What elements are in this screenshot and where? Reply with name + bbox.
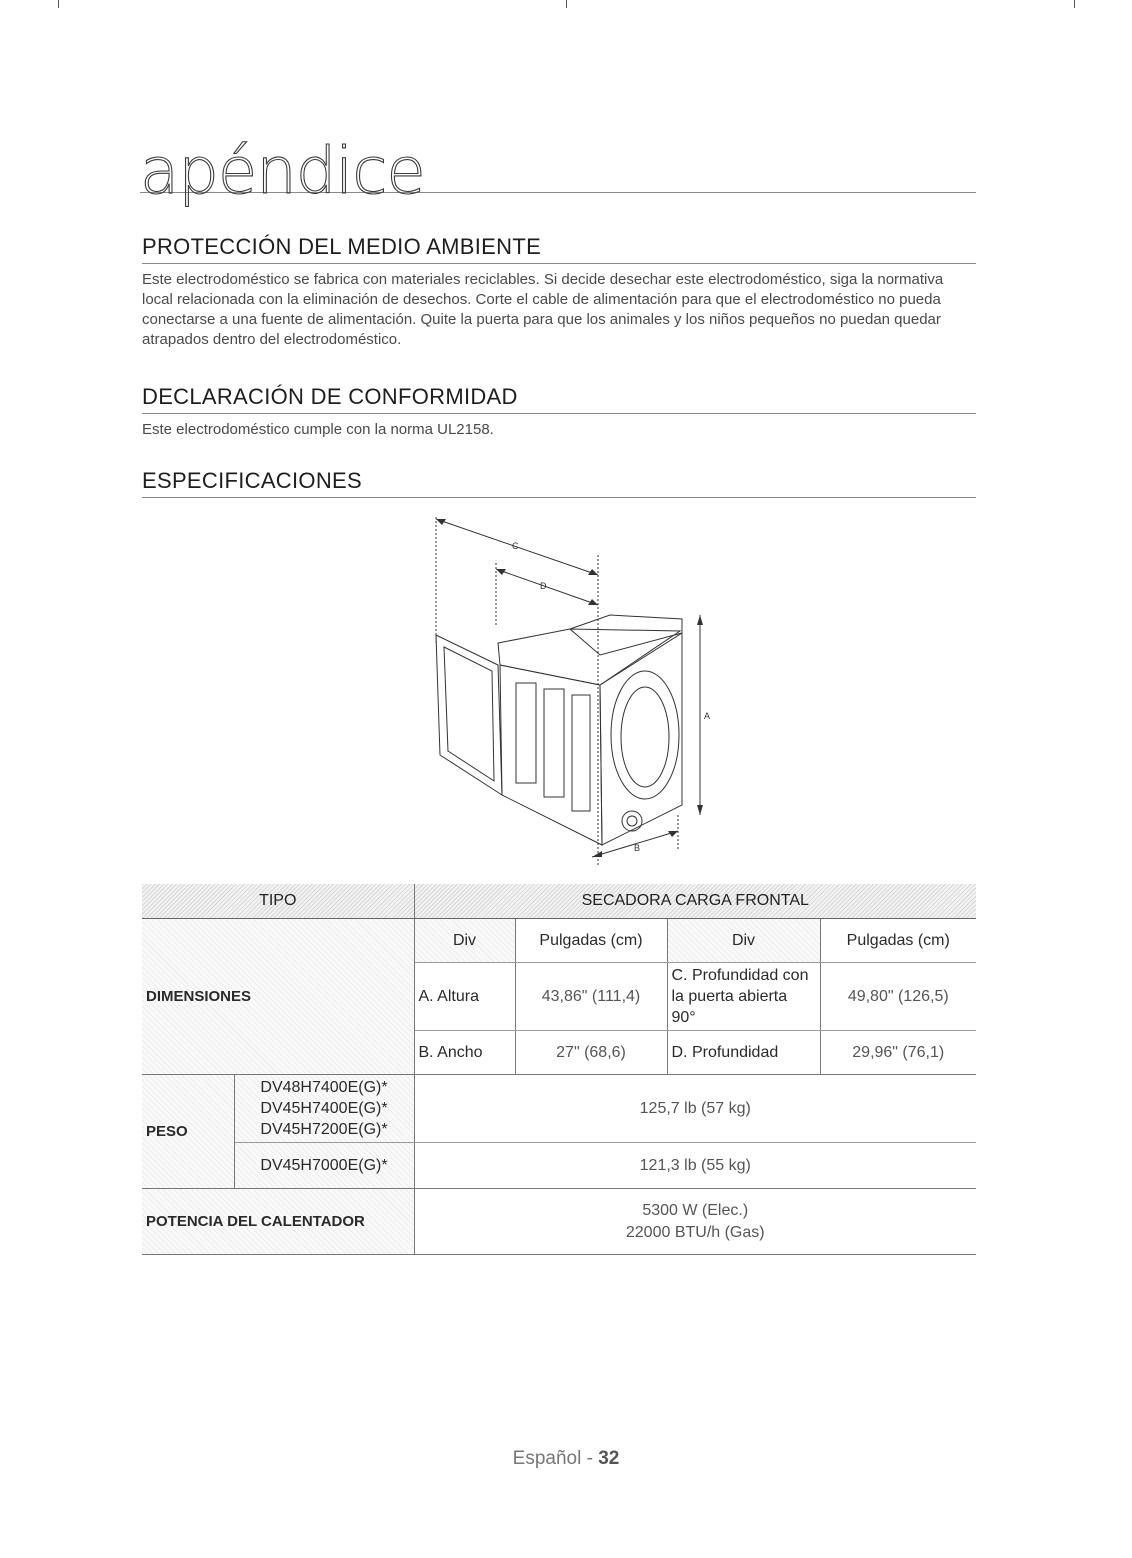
chapter-header bbox=[140, 118, 976, 209]
table-row bbox=[142, 1143, 976, 1189]
dimensions-label: DIMENSIONES bbox=[142, 919, 414, 1075]
value-profundidad: 29,96" (76,1) bbox=[820, 1031, 976, 1075]
section-environment bbox=[142, 234, 976, 350]
dryer-front bbox=[600, 633, 682, 845]
value-profundidad-puerta: 49,80" (126,5) bbox=[820, 963, 976, 1031]
table-subheader-row bbox=[142, 919, 976, 963]
side-panel bbox=[572, 695, 590, 811]
section-body: Este electrodoméstico cumple con la norma UL2158. bbox=[142, 421, 494, 438]
control-panel bbox=[570, 615, 682, 655]
heater-elec: 5300 W (Elec.) bbox=[642, 1201, 749, 1219]
table-row bbox=[142, 1075, 976, 1143]
model-name: DV48H7400E(G)* bbox=[260, 1079, 388, 1096]
weight-value-a: 125,7 lb (57 kg) bbox=[414, 1075, 976, 1143]
dimension-profundidad-puerta: C. Profundidad con la puerta abierta 90° bbox=[667, 963, 820, 1031]
weight-label: PESO bbox=[142, 1075, 234, 1189]
header-tipo: TIPO bbox=[142, 884, 414, 919]
specifications-table bbox=[142, 884, 976, 1255]
value-altura: 43,86" (111,4) bbox=[515, 963, 667, 1031]
heater-label: POTENCIA DEL CALENTADOR bbox=[142, 1189, 414, 1255]
weight-value-b: 121,3 lb (55 kg) bbox=[414, 1143, 976, 1189]
crop-mark bbox=[58, 0, 59, 8]
crop-mark bbox=[566, 0, 567, 8]
dimension-d-line bbox=[496, 569, 598, 605]
dimension-ancho: B. Ancho bbox=[414, 1031, 515, 1075]
header-product: SECADORA CARGA FRONTAL bbox=[414, 884, 976, 919]
label-a: A bbox=[704, 711, 711, 721]
model-name: DV45H7400E(G)* bbox=[260, 1100, 388, 1117]
dimension-altura: A. Altura bbox=[414, 963, 515, 1031]
page-footer bbox=[0, 1448, 1132, 1470]
dryer-dimension-diagram bbox=[420, 505, 720, 875]
subheader-unit: Pulgadas (cm) bbox=[820, 919, 976, 963]
subheader-div: Div bbox=[667, 919, 820, 963]
dryer-top bbox=[498, 629, 680, 685]
section-specs bbox=[142, 468, 976, 498]
section-heading: DECLARACIÓN DE CONFORMIDAD bbox=[142, 384, 976, 414]
crop-mark bbox=[1074, 0, 1075, 8]
dryer-side bbox=[500, 665, 602, 845]
model-name: DV45H7200E(G)* bbox=[260, 1121, 388, 1138]
section-body: Este electrodoméstico se fabrica con materiales reciclables. Si decide desechar este electrodoméstico, siga la normativa local relacionada con la eliminación de desechos. Corte el cable de alimentación para que el electrodoméstico no pueda conectarse a una fuente de alimentación. Quite la puerta para que los animales y los niños pequeños no puedan quedar atrapados dentro del electrodoméstico. bbox=[142, 271, 944, 348]
subheader-unit: Pulgadas (cm) bbox=[515, 919, 667, 963]
front-knob bbox=[622, 811, 642, 831]
page-number: 32 bbox=[598, 1448, 620, 1469]
dimension-profundidad: D. Profundidad bbox=[667, 1031, 820, 1075]
chapter-title: apéndice bbox=[140, 135, 425, 209]
label-b: B bbox=[634, 843, 641, 853]
label-c: C bbox=[512, 541, 519, 551]
label-d: D bbox=[540, 581, 547, 591]
subheader-div: Div bbox=[414, 919, 515, 963]
footer-language: Español - bbox=[512, 1448, 599, 1469]
section-heading: ESPECIFICACIONES bbox=[142, 468, 976, 498]
heater-gas: 22000 BTU/h (Gas) bbox=[625, 1223, 765, 1241]
front-door-glass bbox=[621, 687, 669, 787]
table-row bbox=[142, 1189, 976, 1255]
side-panel bbox=[544, 689, 564, 797]
table-header-row bbox=[142, 884, 976, 919]
heater-value bbox=[414, 1189, 976, 1255]
weight-model-b: DV45H7000E(G)* bbox=[234, 1143, 414, 1189]
section-heading: PROTECCIÓN DEL MEDIO AMBIENTE bbox=[142, 234, 976, 264]
section-conformity bbox=[142, 384, 976, 440]
dryer-door-window bbox=[444, 647, 494, 781]
side-panel bbox=[516, 683, 536, 783]
weight-models-a bbox=[234, 1075, 414, 1143]
value-ancho: 27" (68,6) bbox=[515, 1031, 667, 1075]
